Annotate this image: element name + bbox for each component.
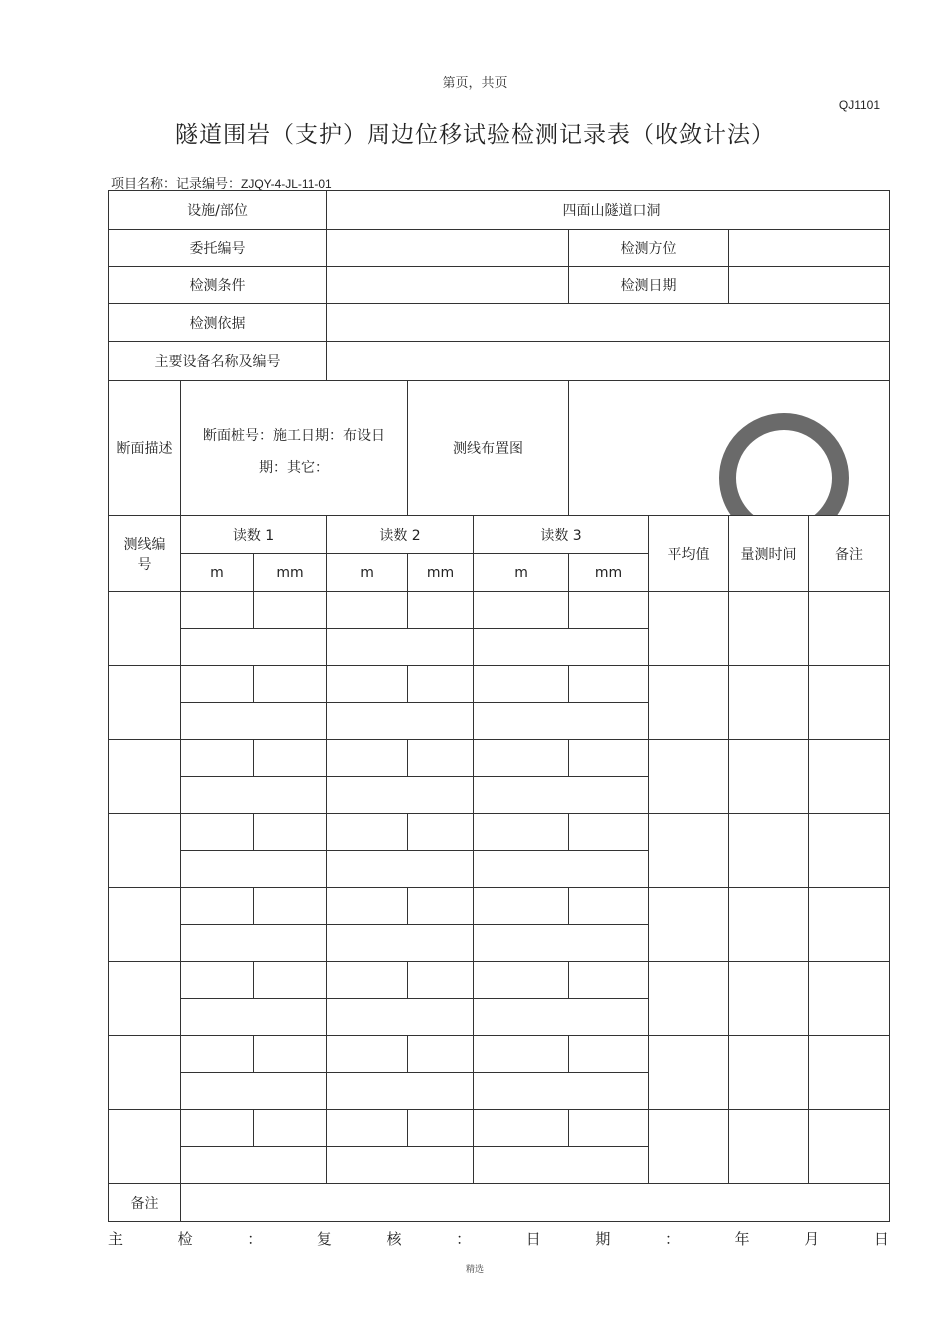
reading-r1-m-cell[interactable] [181,888,254,925]
signature-char: 日 [525,1230,541,1248]
reading-r3-mm-cell[interactable] [569,888,649,925]
reading-r2-mm-cell[interactable] [408,888,474,925]
reading3-total-cell[interactable] [474,851,649,888]
basis-label: 检测依据 [109,304,327,342]
remark-header: 备注 [809,516,890,592]
reading-r1-m-cell[interactable] [181,814,254,851]
date-label: 检测日期 [569,267,729,304]
remark-cell[interactable] [809,1110,890,1184]
average-header: 平均值 [649,516,729,592]
layout-diagram [569,381,890,516]
reading-r2-m-cell[interactable] [327,814,408,851]
time-cell[interactable] [729,962,809,1036]
time-cell[interactable] [729,592,809,666]
reading-r3-m-cell[interactable] [474,888,569,925]
unit-mm-3: mm [569,554,649,592]
reading-row-upper [109,740,890,777]
line-no-cell[interactable] [109,962,181,1036]
section-fields-line2: 期：其它： [259,460,330,476]
reading-r2-mm-cell[interactable] [408,592,474,629]
equipment-label: 主要设备名称及编号 [109,342,327,381]
reading-row-upper [109,592,890,629]
remarks-label: 备注 [109,1184,181,1222]
footer-mark: 精选 [465,1265,484,1275]
remark-cell[interactable] [809,888,890,962]
reading3-total-cell[interactable] [474,703,649,740]
reading1-total-cell[interactable] [181,851,327,888]
reading1-header: 读数 1 [181,516,327,554]
reading-row-upper [109,888,890,925]
section-label: 断面描述 [109,381,181,516]
time-cell[interactable] [729,666,809,740]
reading-r2-m-cell[interactable] [327,962,408,999]
unit-m-1: m [181,554,254,592]
reading2-header: 读数 2 [327,516,474,554]
reading1-total-cell[interactable] [181,703,327,740]
line-no-cell[interactable] [109,666,181,740]
reading-row-upper [109,1110,890,1147]
layout-label: 测线布置图 [408,381,569,516]
signature-char: 月 [804,1230,820,1248]
reading-r3-mm-cell[interactable] [569,666,649,703]
reading3-total-cell[interactable] [474,629,649,666]
line-no-cell[interactable] [109,888,181,962]
reading3-total-cell[interactable] [474,777,649,814]
reading-row-upper [109,962,890,999]
reading-r2-m-cell[interactable] [327,1110,408,1147]
reading-r1-mm-cell[interactable] [254,666,327,703]
line-no-cell[interactable] [109,740,181,814]
signature-char: 日 [873,1230,889,1248]
reading-r2-m-cell[interactable] [327,592,408,629]
reading-r3-m-cell[interactable] [474,1036,569,1073]
reading-r2-m-cell[interactable] [327,1036,408,1073]
reading2-total-cell[interactable] [327,999,474,1036]
reading-r3-mm-cell[interactable] [569,1110,649,1147]
reading2-total-cell[interactable] [327,703,474,740]
line-no-cell[interactable] [109,814,181,888]
unit-m-3: m [474,554,569,592]
reading1-total-cell[interactable] [181,777,327,814]
reading-row-upper [109,1036,890,1073]
time-cell[interactable] [729,814,809,888]
reading2-total-cell[interactable] [327,851,474,888]
reading-r1-mm-cell[interactable] [254,814,327,851]
reading-r1-mm-cell[interactable] [254,740,327,777]
reading-r2-mm-cell[interactable] [408,962,474,999]
reading-r3-m-cell[interactable] [474,814,569,851]
project-label: 项目名称：记录编号： [111,177,242,192]
page-number-label: 第页，共页 [442,76,508,91]
reading-r2-mm-cell[interactable] [408,740,474,777]
reading-r1-m-cell[interactable] [181,666,254,703]
time-cell[interactable] [729,1110,809,1184]
orientation-label: 检测方位 [569,230,729,267]
average-cell[interactable] [649,962,729,1036]
reading-r1-mm-cell[interactable] [254,1110,327,1147]
reading2-total-cell[interactable] [327,925,474,962]
form-code: QJ1101 [838,98,880,112]
signature-char: ： [665,1230,681,1248]
reading3-total-cell[interactable] [474,1147,649,1184]
average-cell[interactable] [649,1110,729,1184]
reading-r1-m-cell[interactable] [181,1036,254,1073]
reading-r1-m-cell[interactable] [181,740,254,777]
remark-cell[interactable] [809,1036,890,1110]
remark-cell[interactable] [809,592,890,666]
signature-char: ： [456,1230,472,1248]
signature-char: 主 [108,1230,124,1248]
time-cell[interactable] [729,1036,809,1110]
form-title: 隧道围岩（支护）周边位移试验检测记录表（收敛计法） [175,122,775,148]
remark-cell[interactable] [809,962,890,1036]
line-no-cell[interactable] [109,592,181,666]
reading-r1-m-cell[interactable] [181,592,254,629]
reading-r2-m-cell[interactable] [327,666,408,703]
signature-char: 核 [386,1230,402,1248]
average-cell[interactable] [649,740,729,814]
reading-r3-mm-cell[interactable] [569,814,649,851]
reading3-total-cell[interactable] [474,925,649,962]
remark-cell[interactable] [809,740,890,814]
reading-r2-mm-cell[interactable] [408,1110,474,1147]
reading2-total-cell[interactable] [327,1073,474,1110]
reading-r3-m-cell[interactable] [474,666,569,703]
average-cell[interactable] [649,666,729,740]
site-label: 设施/部位 [109,191,327,230]
ring-shape [719,413,849,516]
date-value[interactable] [729,267,890,304]
line-no-cell[interactable] [109,1036,181,1110]
reading1-total-cell[interactable] [181,629,327,666]
entrust-label: 委托编号 [109,230,327,267]
equipment-value[interactable] [327,342,890,381]
average-cell[interactable] [649,814,729,888]
signature-char: ： [247,1230,263,1248]
reading-r1-m-cell[interactable] [181,962,254,999]
reading3-header: 读数 3 [474,516,649,554]
time-header: 量测时间 [729,516,809,592]
orientation-value[interactable] [729,230,890,267]
reading1-total-cell[interactable] [181,925,327,962]
average-cell[interactable] [649,888,729,962]
line-no-header: 测线编号 [109,516,181,592]
reading-r3-mm-cell[interactable] [569,1036,649,1073]
reading-r1-mm-cell[interactable] [254,888,327,925]
reading-r3-m-cell[interactable] [474,740,569,777]
average-cell[interactable] [649,1036,729,1110]
reading-r3-m-cell[interactable] [474,962,569,999]
reading-r1-m-cell[interactable] [181,1110,254,1147]
signature-char: 复 [316,1230,332,1248]
reading-r1-mm-cell[interactable] [254,962,327,999]
reading-r3-mm-cell[interactable] [569,962,649,999]
unit-m-2: m [327,554,408,592]
signature-line [108,1228,889,1249]
reading-r3-mm-cell[interactable] [569,740,649,777]
unit-mm-2: mm [408,554,474,592]
reading-row-upper [109,814,890,851]
time-cell[interactable] [729,888,809,962]
reading-r2-m-cell[interactable] [327,888,408,925]
section-fields-line1: 断面桩号：施工日期：布设日 [203,428,386,444]
basis-value[interactable] [327,304,890,342]
reading-rows [109,592,890,1184]
reading-r2-mm-cell[interactable] [408,1036,474,1073]
line-no-cell[interactable] [109,1110,181,1184]
time-cell[interactable] [729,740,809,814]
condition-value[interactable] [327,267,569,304]
reading2-total-cell[interactable] [327,777,474,814]
reading-r3-mm-cell[interactable] [569,592,649,629]
site-value: 四面山隧道口洞 [327,191,890,230]
signature-char: 期 [595,1230,611,1248]
remarks-value[interactable] [181,1184,890,1222]
reading1-total-cell[interactable] [181,999,327,1036]
signature-char: 检 [177,1230,193,1248]
reading-r2-m-cell[interactable] [327,740,408,777]
record-table [108,190,890,1222]
reading-r1-mm-cell[interactable] [254,1036,327,1073]
reading-r2-mm-cell[interactable] [408,666,474,703]
condition-label: 检测条件 [109,267,327,304]
remark-cell[interactable] [809,666,890,740]
reading3-total-cell[interactable] [474,1073,649,1110]
average-cell[interactable] [649,592,729,666]
reading2-total-cell[interactable] [327,1147,474,1184]
signature-char: 年 [734,1230,750,1248]
reading3-total-cell[interactable] [474,999,649,1036]
reading-row-upper [109,666,890,703]
reading2-total-cell[interactable] [327,629,474,666]
reading-r2-mm-cell[interactable] [408,814,474,851]
entrust-value[interactable] [327,230,569,267]
reading1-total-cell[interactable] [181,1147,327,1184]
reading1-total-cell[interactable] [181,1073,327,1110]
reading-r1-mm-cell[interactable] [254,592,327,629]
reading-r3-m-cell[interactable] [474,592,569,629]
record-number: ZJQY-4-JL-11-01 [241,177,332,191]
section-fields [181,381,408,516]
remark-cell[interactable] [809,814,890,888]
reading-r3-m-cell[interactable] [474,1110,569,1147]
unit-mm-1: mm [254,554,327,592]
